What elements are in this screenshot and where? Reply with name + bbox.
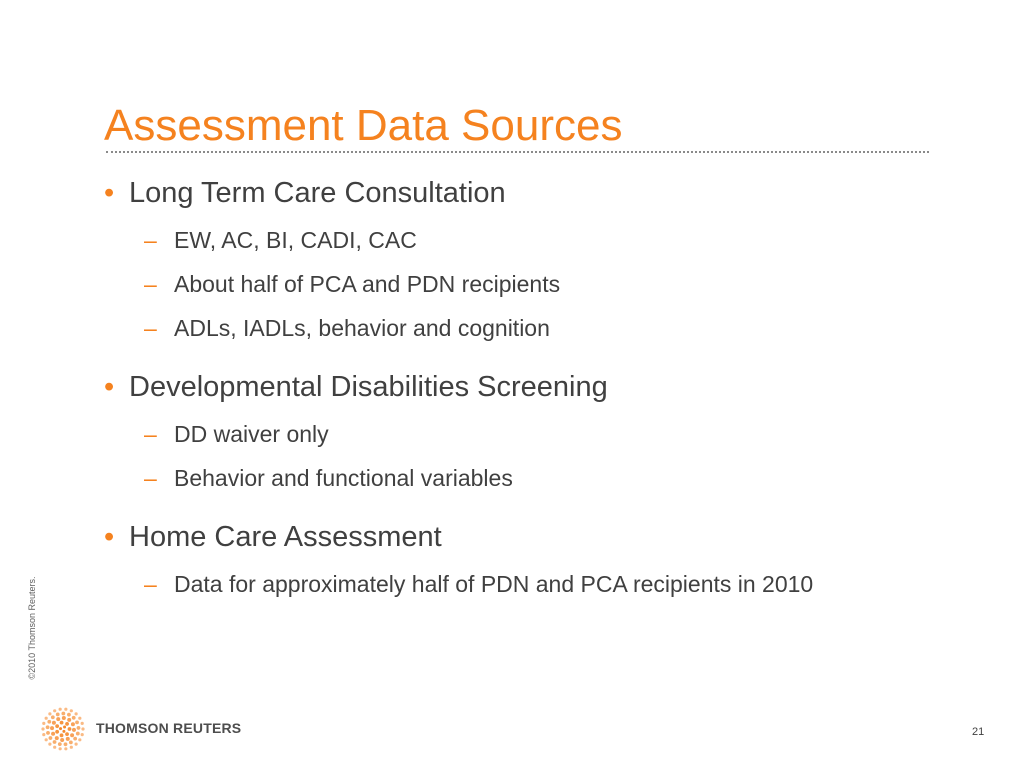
logo-dot	[72, 716, 76, 720]
dash-symbol: –	[144, 315, 157, 341]
bullet-text: Developmental Disabilities Screening	[129, 371, 608, 403]
logo-dot	[61, 712, 65, 716]
logo-dot	[55, 736, 59, 740]
logo-dot	[81, 722, 84, 725]
logo-dot	[62, 716, 66, 720]
logo-dot	[81, 733, 84, 736]
bullet-item	[104, 519, 442, 555]
logo-dot	[45, 738, 48, 741]
bullet-item	[104, 369, 608, 405]
sub-item-text: DD waiver only	[174, 421, 329, 447]
logo-dot	[50, 726, 54, 730]
logo-dot	[64, 708, 67, 711]
sub-item	[144, 566, 914, 603]
logo-wordmark: THOMSON REUTERS	[96, 720, 242, 736]
logo-dot	[78, 717, 81, 720]
sub-item-text: Data for approximately half of PDN and PCA recipients in 2010	[174, 571, 814, 597]
logo-dot	[52, 721, 56, 725]
logo-dot	[78, 738, 81, 741]
logo-dot	[75, 712, 78, 715]
logo-dot	[48, 712, 51, 715]
dash-symbol: –	[144, 571, 157, 597]
logo-dot	[46, 725, 50, 729]
logo-dot	[58, 742, 62, 746]
logo-dot	[71, 722, 75, 726]
logo-dot	[75, 721, 79, 725]
logo-dot	[55, 730, 59, 734]
logo-dot	[49, 736, 53, 740]
logo-dot	[51, 715, 55, 719]
logo-dot	[53, 746, 56, 749]
logo-dot	[77, 726, 81, 730]
logo-dot	[62, 730, 65, 733]
logo-dot	[66, 737, 70, 741]
logo-dot	[75, 743, 78, 746]
sub-item	[144, 266, 914, 303]
logo-dot	[60, 733, 64, 737]
dash-symbol: –	[144, 271, 157, 297]
sub-item-text: EW, AC, BI, CADI, CAC	[174, 227, 417, 253]
logo-dot	[72, 728, 76, 732]
logo-dot	[59, 708, 62, 711]
logo-dot	[42, 722, 45, 725]
bullet-text: Home Care Assessment	[129, 521, 442, 553]
sub-item-text: About half of PCA and PDN recipients	[174, 271, 561, 297]
logo-dot	[51, 732, 55, 736]
sub-item-text: ADLs, IADLs, behavior and cognition	[174, 315, 550, 341]
logo-dot	[42, 733, 45, 736]
logo-dot	[69, 740, 73, 744]
logo-dot	[70, 709, 73, 712]
logo-dot	[45, 717, 48, 720]
logo-dot	[60, 738, 64, 742]
logo-dot	[73, 737, 77, 741]
logo-dot	[60, 721, 64, 725]
slide-title: Assessment Data Sources	[104, 101, 623, 150]
bullet-symbol: •	[104, 371, 115, 403]
sub-item	[144, 460, 914, 497]
sub-item-text: Behavior and functional variables	[174, 465, 513, 491]
bullet-symbol: •	[104, 177, 115, 209]
logo-dot	[67, 713, 71, 717]
logo-dot	[41, 727, 44, 730]
logo-dot	[65, 732, 69, 736]
logo-dot	[55, 724, 59, 728]
logo-dot	[59, 727, 62, 730]
logo-dot	[56, 717, 60, 721]
bullet-item	[104, 175, 506, 211]
logo-dot	[64, 747, 67, 750]
sub-item	[144, 310, 914, 347]
dash-symbol: –	[144, 421, 157, 447]
page-number: 21	[972, 726, 985, 738]
logo-dot	[56, 713, 60, 717]
sub-item	[144, 416, 914, 453]
logo-dot	[67, 718, 71, 722]
logo-dot	[65, 722, 69, 726]
logo-dot	[76, 732, 80, 736]
logo-dot	[70, 746, 73, 749]
bullet-text: Long Term Care Consultation	[129, 177, 506, 209]
bullet-symbol: •	[104, 521, 115, 553]
logo-dot	[59, 747, 62, 750]
dash-symbol: –	[144, 227, 157, 253]
thomson-reuters-dot-sphere-icon	[40, 706, 86, 752]
copyright-notice: ©2010 Thomson Reuters.	[27, 576, 37, 680]
logo-dot	[46, 731, 50, 735]
logo-dot	[64, 742, 68, 746]
logo-dot	[63, 726, 66, 729]
sub-item	[144, 222, 914, 259]
logo-dot	[68, 727, 72, 731]
logo-dot	[70, 733, 74, 737]
logo-dot	[53, 740, 57, 744]
logo-dot	[47, 720, 51, 724]
dash-symbol: –	[144, 465, 157, 491]
logo-dot	[48, 743, 51, 746]
logo-dot	[53, 709, 56, 712]
logo-dot	[81, 727, 84, 730]
